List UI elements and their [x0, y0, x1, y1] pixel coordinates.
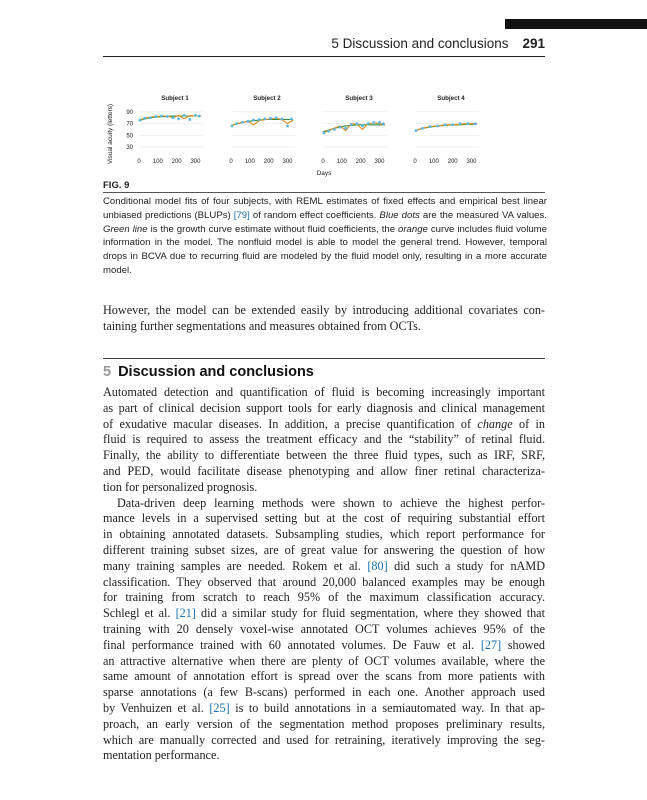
- section-body: [103, 385, 545, 764]
- x-tick-label: 200: [171, 159, 182, 165]
- x-tick-label: 100: [244, 159, 255, 165]
- va-dot: [415, 129, 418, 132]
- text-line: mentation performance.: [103, 748, 220, 763]
- va-dot: [339, 126, 342, 129]
- va-dot: [459, 122, 462, 125]
- va-dot: [429, 125, 432, 128]
- panel-title: Subject 2: [253, 95, 281, 102]
- paragraph-intro: [103, 302, 545, 334]
- x-tick-label: 300: [374, 159, 385, 165]
- va-dot: [290, 118, 293, 121]
- va-dot: [160, 115, 163, 118]
- text-line: an attractive alternative when there are plenty of OCT volumes available, where the: [103, 653, 545, 668]
- panel-title: Subject 3: [345, 95, 373, 102]
- va-dot: [344, 127, 347, 130]
- va-dot: [188, 118, 191, 121]
- y-axis-label: Visual acuity (letters): [107, 103, 114, 165]
- va-dot: [263, 118, 266, 121]
- x-tick-label: 100: [152, 159, 163, 165]
- figure-9: [103, 88, 545, 180]
- va-dot: [269, 117, 272, 120]
- x-tick-label: 300: [466, 159, 477, 165]
- caption-line: Conditional model fits of four subjects, with REML estimates of fixed effects and empirical best linear unbiased predictions (BLUPs) [79] of random effect coefficients. Blue dots are the measured VA values. Green line is the growth curve estimate without fluid coefficients, the orange curve includes fluid volume information in the model. The nonfluid model is able to model the general trend. However, temporal drops in BCVA due to recurring fluid are modeled by the fluid model only, resulting in a more accurate model.: [103, 196, 548, 276]
- section-title: Discussion and conclusions: [118, 364, 314, 380]
- text-line: classification. They observed that around 20,000 balanced examples may be enough: [103, 574, 545, 589]
- va-dot: [355, 122, 358, 125]
- x-tick-label: 200: [355, 159, 366, 165]
- va-dot: [378, 121, 381, 124]
- text-line: mance levels in a supervised setting but at the cost of requiring substantial effort: [103, 511, 545, 526]
- va-dot: [143, 117, 146, 120]
- va-dot: [466, 122, 469, 125]
- caption-rule: [103, 192, 545, 193]
- text-line: for training from scratch to reach 95% of the maximum classification accuracy.: [103, 590, 545, 605]
- running-header-title: 5 Discussion and conclusions: [331, 36, 509, 51]
- va-dot: [474, 122, 477, 125]
- text-line: which are manually corrected and used for retraining, iteratively improving the seg-: [103, 732, 545, 747]
- va-dot: [231, 125, 234, 128]
- va-dot: [382, 122, 385, 125]
- text-line: same amount of annotation effort is spread over the scans from more patients with: [103, 669, 545, 684]
- panel-title: Subject 1: [161, 95, 189, 102]
- va-dot: [235, 122, 238, 125]
- section-number: 5: [103, 364, 112, 380]
- text-line: proach, an early version of the segmentation method proposes preliminary results,: [103, 716, 545, 731]
- text-line: by Venhuizen et al. [25] is to build annotations in a semiautomated way. In that ap-: [103, 700, 545, 715]
- text-line: However, the model can be extended easily by introducing additional covariates con-: [103, 303, 545, 317]
- citation-link[interactable]: [27]: [480, 637, 502, 652]
- va-dot: [194, 114, 197, 117]
- text-line: sparse annotations (a few B-scans) performed in each one. Another approach used: [103, 685, 545, 700]
- x-tick-label: 0: [137, 159, 141, 165]
- va-dot: [323, 132, 326, 135]
- text-line: and PED, would facilitate disease phenotyping and allow finer retinal characteriza-: [103, 463, 545, 478]
- text-line: Schlegl et al. [21] did a similar study for fluid segmentation, where they showed that: [103, 606, 545, 621]
- va-dot: [155, 115, 158, 118]
- text-line: as part of clinical decision support tools for early diagnosis and clinical management: [103, 400, 545, 415]
- va-dot: [367, 122, 370, 125]
- section-heading: [103, 364, 314, 380]
- y-tick-label: 30: [126, 145, 133, 152]
- x-tick-label: 300: [282, 159, 293, 165]
- va-dot: [372, 121, 375, 124]
- va-dot: [280, 118, 283, 121]
- text-line: Data-driven deep learning methods were shown to achieve the highest perfor-: [117, 495, 545, 510]
- text-line: training with 20 densely voxel-wise annotated OCT volumes achieves 95% of the: [103, 621, 545, 636]
- text-line: of exudative macular diseases. In addition, a precise quantification of change of in: [103, 416, 545, 431]
- va-dot: [183, 114, 186, 117]
- x-tick-label: 300: [190, 159, 201, 165]
- va-dot: [139, 119, 142, 122]
- text-line: final performance trained with 60 annotated volumes. De Fauw et al. [27] showed: [103, 637, 545, 652]
- text-line: Finally, the ability to differentiate between the three fluid types, such as IRF, SRF,: [103, 448, 545, 463]
- x-tick-label: 100: [428, 159, 439, 165]
- citation-link[interactable]: [25]: [209, 700, 230, 715]
- va-dot: [177, 118, 180, 121]
- header-bar: [505, 19, 647, 29]
- va-dot: [333, 128, 336, 131]
- figure-caption: [103, 195, 547, 278]
- va-dot: [436, 125, 439, 128]
- va-dot: [247, 120, 250, 123]
- va-dot: [286, 125, 289, 128]
- panel-subject-1: [137, 95, 203, 165]
- citation-link[interactable]: [79]: [233, 209, 250, 221]
- green-curve: [323, 125, 385, 132]
- va-dot: [166, 115, 169, 118]
- citation-link[interactable]: [80]: [367, 558, 388, 573]
- va-dot: [327, 130, 330, 133]
- text-line: tion for personalized prognosis.: [103, 479, 258, 494]
- x-tick-label: 200: [447, 159, 458, 165]
- figure-label: FIG. 9: [103, 180, 130, 191]
- x-tick-label: 200: [263, 159, 274, 165]
- y-tick-label: 90: [126, 109, 133, 116]
- x-axis-label: Days: [316, 170, 332, 177]
- section-rule: [103, 358, 545, 359]
- y-tick-label: 70: [126, 121, 133, 128]
- va-dot: [252, 119, 255, 122]
- text-line: in obtaining annotated datasets. Subsampling studies, which report performance for: [103, 527, 545, 542]
- va-dot: [444, 123, 447, 126]
- x-tick-label: 0: [321, 159, 325, 165]
- text-line: Automated detection and quantification of fluid is becoming increasingly important: [103, 385, 545, 399]
- va-dot: [198, 115, 201, 118]
- va-dot: [421, 127, 424, 130]
- header-rule: [103, 56, 545, 57]
- x-tick-label: 0: [229, 159, 233, 165]
- text-line: taining further segmentations and measures obtained from OCTs.: [103, 319, 421, 333]
- va-dot: [361, 125, 364, 128]
- x-tick-label: 0: [413, 159, 417, 165]
- running-header: [0, 36, 545, 51]
- va-dot: [171, 116, 174, 119]
- text-line: fluid is required to assess the treatment efficacy and the “stability” of retinal fluid.: [103, 432, 545, 447]
- text-line: many training samples are needed. Rokem et al. [80] did such a study for nAMD: [103, 558, 545, 573]
- panel-title: Subject 4: [437, 95, 465, 102]
- va-dot: [451, 123, 454, 126]
- y-tick-label: 50: [126, 133, 133, 140]
- x-tick-label: 100: [336, 159, 347, 165]
- va-dot: [258, 118, 261, 121]
- va-dot: [350, 123, 353, 126]
- panel-subject-4: [413, 95, 479, 165]
- citation-link[interactable]: [21]: [175, 606, 196, 621]
- panel-subject-2: [229, 95, 295, 165]
- text-line: different training subset sizes, are of great value for answering the question of how: [103, 542, 545, 557]
- va-dot: [241, 121, 244, 124]
- panel-subject-3: [321, 95, 387, 165]
- va-dot: [149, 116, 152, 119]
- va-dot: [275, 116, 278, 119]
- page-number: 291: [522, 36, 545, 51]
